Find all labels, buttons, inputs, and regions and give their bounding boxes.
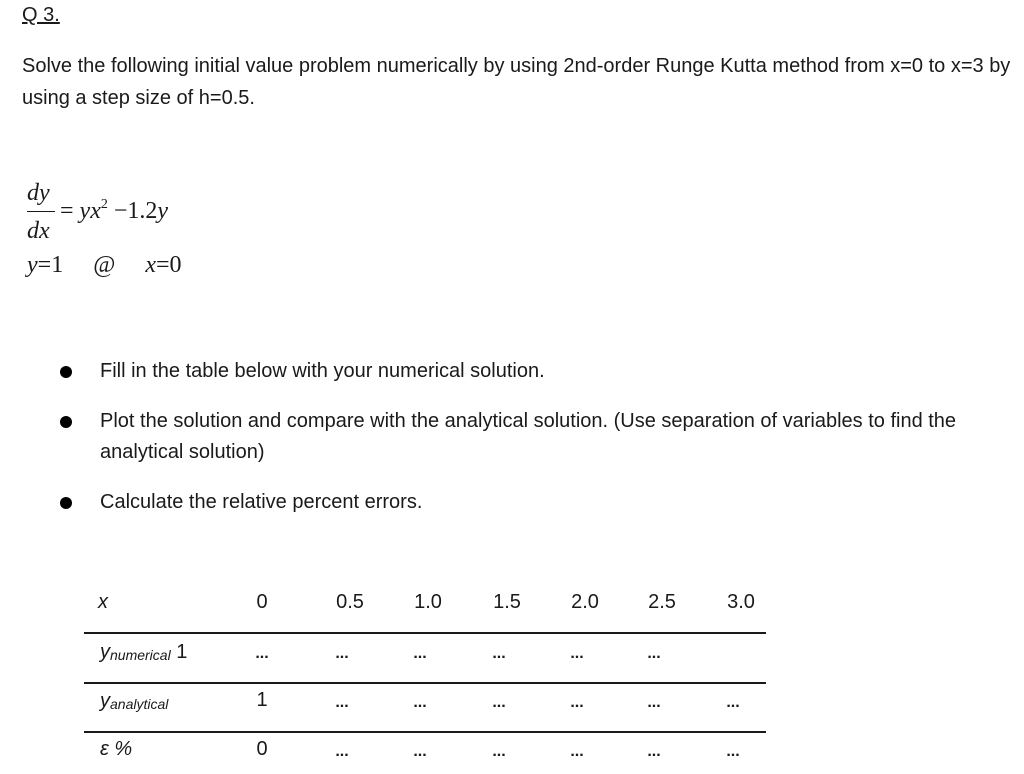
row1-var: y xyxy=(100,641,110,663)
eq-x: x xyxy=(90,198,101,224)
table-cell: ... xyxy=(492,694,506,711)
x-value: 2.5 xyxy=(648,591,676,613)
table-cell: ... xyxy=(647,743,661,760)
question-number: Q 3. xyxy=(22,4,60,26)
ic-y: y xyxy=(27,252,38,278)
row-divider xyxy=(84,682,766,684)
x-value: 0.5 xyxy=(336,591,364,613)
eq-y: y xyxy=(79,198,91,224)
table-cell: ... xyxy=(335,645,349,662)
table-cell: ... xyxy=(413,743,427,760)
row-label-error: ε % xyxy=(100,738,133,760)
table-cell: ... xyxy=(726,743,740,760)
ic-at: @ xyxy=(93,252,116,278)
table-cell: ... xyxy=(647,694,661,711)
initial-condition xyxy=(27,252,182,279)
table-cell: 0 xyxy=(256,738,268,760)
row1-sub: numerical xyxy=(110,647,171,663)
table-cell: ... xyxy=(647,645,661,662)
table-cell: ... xyxy=(492,743,506,760)
x-value: 1.0 xyxy=(414,591,442,613)
bullet-text-3: Calculate the relative percent errors. xyxy=(100,491,423,513)
table-cell: ... xyxy=(570,694,584,711)
row-divider xyxy=(84,632,766,634)
row2-sub: analytical xyxy=(110,696,169,712)
row-label-analytical xyxy=(100,690,168,713)
table-cell: ... xyxy=(570,743,584,760)
table-cell: ... xyxy=(492,645,506,662)
row-divider xyxy=(84,731,766,733)
table-cell: 1 xyxy=(256,689,268,711)
eq-coefficient: −1.2 xyxy=(113,198,158,224)
x-value: 1.5 xyxy=(493,591,521,613)
bullet-dot xyxy=(60,416,72,428)
question-prompt: Solve the following initial value problem numerically by using 2nd-order Runge Kutta method from x=0 to x=3 by using a step size of h=0.5. xyxy=(22,55,1011,109)
ic-x: x xyxy=(145,252,156,278)
bullet-text-2: Plot the solution and compare with the analytical solution. (Use separation of variables to find the analytical solution) xyxy=(100,410,957,463)
eq-numerator: dy xyxy=(27,180,50,206)
table-cell: ... xyxy=(570,645,584,662)
bullet-dot xyxy=(60,497,72,509)
eq-denominator: dx xyxy=(27,218,50,244)
ic-value: =1 xyxy=(37,252,64,278)
row-label-numerical xyxy=(100,641,187,664)
x-value: 2.0 xyxy=(571,591,599,613)
eq-equals: = xyxy=(60,198,74,224)
table-cell: ... xyxy=(335,743,349,760)
eq-exponent: 2 xyxy=(100,197,108,212)
row2-var: y xyxy=(100,690,110,712)
table-cell: ... xyxy=(255,645,269,662)
fraction-bar xyxy=(27,211,55,212)
eq-rhs xyxy=(60,198,168,225)
bullet-dot xyxy=(60,366,72,378)
bullet-text-1: Fill in the table below with your numerical solution. xyxy=(100,360,545,382)
table-cell: ... xyxy=(413,645,427,662)
table-cell: ... xyxy=(413,694,427,711)
eq-y2: y xyxy=(157,198,169,224)
x-header: x xyxy=(98,591,108,613)
table-cell: ... xyxy=(335,694,349,711)
ic-x-value: =0 xyxy=(155,252,182,278)
row1-extra: 1 xyxy=(176,641,188,663)
x-value: 0 xyxy=(256,591,268,613)
x-value: 3.0 xyxy=(727,591,755,613)
table-cell: ... xyxy=(726,694,740,711)
